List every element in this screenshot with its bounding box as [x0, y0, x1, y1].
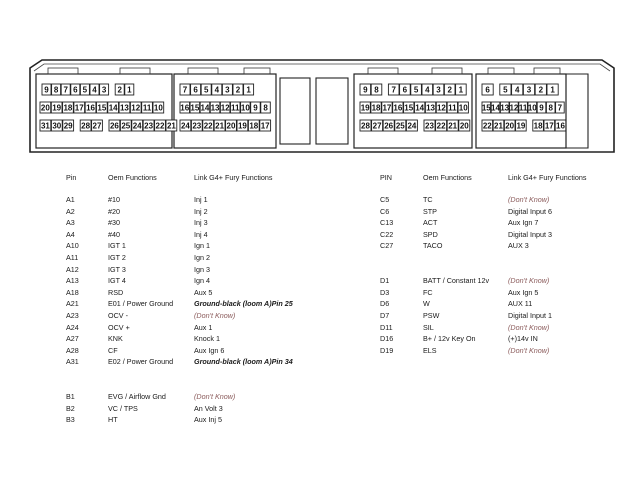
pin-number: 1 — [550, 85, 555, 95]
pin-number: 23 — [425, 121, 434, 131]
pin-number: 3 — [436, 85, 441, 95]
pin-number: 18 — [371, 103, 381, 113]
left-link-cell: Ign 2 — [194, 252, 210, 262]
left-oem-cell: E01 / Power Ground — [108, 299, 174, 309]
right-oem-cell: ACT — [423, 218, 438, 228]
right-link-cell: AUX 11 — [508, 299, 533, 309]
right-oem-cell: PSW — [423, 310, 440, 320]
pin-number: 29 — [63, 121, 73, 131]
right-oem-cell: B+ / 12v Key On — [423, 334, 476, 344]
left-link-cell: Inj 3 — [194, 218, 208, 228]
pin-number: 23 — [144, 121, 154, 131]
pin-number: 27 — [92, 121, 102, 131]
pin-number: 5 — [413, 85, 419, 95]
pin-number: 22 — [436, 121, 446, 131]
pin-number: 8 — [53, 85, 59, 95]
pin-number: 22 — [155, 121, 165, 131]
left-oem-cell: E02 / Power Ground — [108, 357, 174, 367]
right-pin-cell: D19 — [380, 345, 394, 355]
row-spacer — [423, 264, 489, 276]
pin-number: 3 — [101, 85, 107, 95]
right-oem-cell: TACO — [423, 241, 443, 251]
row-spacer — [66, 368, 79, 380]
left-pin-cell: A3 — [66, 218, 75, 228]
left-oem-cell: IGT 3 — [108, 264, 126, 274]
pin-number: 12 — [509, 103, 519, 113]
left-pin-cell: A18 — [66, 287, 79, 297]
pin-number: 2 — [235, 85, 241, 95]
left-pin-cell: B3 — [66, 415, 75, 425]
right-pin-cell: C22 — [380, 229, 394, 239]
right-link-cell: (Don't Know) — [508, 195, 550, 204]
pin-number: 15 — [481, 103, 491, 113]
left-pin-cell: A10 — [66, 241, 79, 251]
left-oem-cell: VC / TPS — [108, 403, 138, 413]
left-header-pin: Pin — [66, 173, 77, 182]
right-pin-cell: C13 — [380, 218, 394, 228]
row-spacer — [380, 252, 393, 264]
row-spacer — [108, 380, 173, 392]
right-pin-cell: D6 — [380, 299, 390, 309]
right-header-pin: PIN — [380, 173, 392, 182]
left-header-link: Link G4+ Fury Functions — [194, 173, 273, 182]
pin-number: 2 — [117, 85, 122, 95]
pin-number: 4 — [214, 85, 220, 95]
left-pin-cell: A24 — [66, 322, 79, 332]
pin-number: 28 — [81, 121, 91, 131]
pin-number: 26 — [109, 121, 119, 131]
pin-number: 2 — [447, 85, 452, 95]
row-spacer — [423, 252, 489, 264]
right-pin-cell: D1 — [380, 276, 390, 286]
left-oem-cell: #20 — [108, 206, 120, 216]
pin-number: 5 — [503, 85, 508, 95]
pin-number: 16 — [86, 103, 96, 113]
pin-number: 11 — [448, 103, 457, 113]
pin-number: 20 — [459, 121, 469, 131]
pin-number: 10 — [153, 103, 163, 113]
right-oem-column — [423, 194, 489, 356]
pin-number: 21 — [494, 121, 503, 131]
right-header-link: Link G4+ Fury Functions — [508, 173, 587, 182]
pin-number: 5 — [203, 85, 209, 95]
pin-number: 10 — [458, 103, 468, 113]
row-spacer — [508, 252, 552, 264]
pin-number: 17 — [74, 103, 84, 113]
left-pin-cell: A1 — [66, 195, 75, 204]
pin-number: 19 — [360, 103, 370, 113]
pin-number: 25 — [395, 121, 405, 131]
right-pin-cell: D7 — [380, 310, 390, 320]
pin-number: 7 — [63, 85, 68, 95]
pin-number: 13 — [500, 103, 510, 113]
left-pin-cell: A11 — [66, 252, 79, 262]
pin-number: 7 — [182, 85, 188, 95]
pin-number: 14 — [491, 103, 500, 113]
left-oem-cell: IGT 2 — [108, 252, 126, 262]
pin-number: 16 — [393, 103, 403, 113]
left-pin-cell: A21 — [66, 299, 79, 309]
right-link-column — [508, 194, 552, 356]
pin-number: 16 — [556, 121, 565, 131]
pin-number: 24 — [180, 121, 190, 131]
pin-number: 16 — [180, 103, 190, 113]
left-oem-cell: IGT 1 — [108, 241, 126, 251]
left-pin-cell: A27 — [66, 334, 79, 344]
left-pin-cell: A31 — [66, 357, 79, 367]
pin-number: 27 — [372, 121, 382, 131]
right-oem-cell: BATT / Constant 12v — [423, 276, 490, 286]
pin-number: 6 — [193, 85, 198, 95]
row-spacer — [508, 264, 552, 276]
right-link-cell: Digital Input 1 — [508, 310, 552, 320]
left-header-oem: Oem Functions — [108, 173, 157, 182]
pin-number: 4 — [92, 85, 97, 95]
pin-number: 24 — [407, 121, 417, 131]
pin-number: 9 — [44, 85, 49, 95]
right-pin-cell: C5 — [380, 195, 390, 204]
right-oem-cell: SIL — [423, 322, 434, 332]
left-oem-cell: #10 — [108, 195, 120, 204]
left-oem-cell: EVG / Airflow Gnd — [108, 392, 166, 402]
right-pin-cell: D3 — [380, 287, 390, 297]
left-oem-cell: OCV - — [108, 310, 128, 320]
left-link-cell: Aux 5 — [194, 287, 213, 297]
pin-number: 22 — [482, 121, 492, 131]
right-link-cell: AUX 3 — [508, 241, 529, 251]
left-link-cell: (Don't Know) — [194, 310, 236, 320]
pin-number: 14 — [415, 103, 425, 113]
pin-number: 11 — [231, 103, 240, 113]
right-pin-cell: D11 — [380, 322, 393, 332]
pin-number: 18 — [533, 121, 543, 131]
left-pin-cell: A28 — [66, 345, 79, 355]
left-link-cell: Aux 1 — [194, 322, 213, 332]
right-link-cell: (Don't Know) — [508, 345, 550, 355]
row-spacer — [380, 264, 393, 276]
row-spacer — [194, 368, 293, 380]
pin-number: 11 — [518, 103, 528, 113]
right-link-cell: (Don't Know) — [508, 276, 550, 286]
pin-number: 14 — [108, 103, 118, 113]
pin-number: 20 — [40, 103, 50, 113]
pin-number: 1 — [127, 85, 132, 95]
pin-number: 7 — [557, 103, 563, 113]
pin-number: 17 — [260, 121, 270, 131]
pin-number: 25 — [121, 121, 131, 131]
left-link-cell: Inj 1 — [194, 195, 208, 204]
pin-number: 15 — [190, 103, 200, 113]
left-oem-cell: OCV + — [108, 322, 130, 332]
pin-number: 13 — [119, 103, 129, 113]
left-pin-cell: A23 — [66, 310, 79, 320]
pin-number: 11 — [142, 103, 152, 113]
left-pin-cell: A12 — [66, 264, 79, 274]
left-link-cell: Aux Ign 6 — [194, 345, 225, 355]
row-spacer — [108, 368, 173, 380]
pin-number: 15 — [97, 103, 107, 113]
right-pin-cell: D16 — [380, 334, 394, 344]
pin-number: 13 — [210, 103, 220, 113]
right-oem-cell: TC — [423, 195, 433, 204]
pin-number: 10 — [240, 103, 250, 113]
pin-number: 10 — [527, 103, 537, 113]
pin-number: 12 — [131, 103, 141, 113]
pin-number: 21 — [448, 121, 458, 131]
right-link-cell: Aux Ign 5 — [508, 287, 539, 297]
pin-number: 18 — [63, 103, 73, 113]
right-pin-column — [380, 194, 393, 356]
pin-number: 22 — [203, 121, 213, 131]
left-link-cell: Knock 1 — [194, 334, 220, 344]
left-oem-cell: KNK — [108, 334, 123, 344]
left-link-cell: Aux Inj 5 — [194, 415, 222, 425]
pin-number: 2 — [538, 85, 544, 95]
pin-number: 3 — [526, 85, 532, 95]
pin-number: 9 — [253, 103, 258, 113]
left-link-cell: Inj 4 — [194, 229, 208, 239]
pin-number: 19 — [237, 121, 247, 131]
right-pin-cell: C6 — [380, 206, 390, 216]
pin-number: 6 — [73, 85, 78, 95]
left-oem-cell: CF — [108, 345, 118, 355]
pin-number: 7 — [391, 85, 396, 95]
left-link-cell: Inj 2 — [194, 206, 208, 216]
pin-number: 19 — [52, 103, 62, 113]
pin-number: 21 — [215, 121, 225, 131]
left-link-cell: An Volt 3 — [194, 403, 223, 413]
left-link-column — [194, 194, 293, 426]
pin-number: 12 — [436, 103, 446, 113]
row-spacer — [66, 380, 79, 392]
left-pin-cell: A4 — [66, 229, 75, 239]
pin-number: 21 — [166, 121, 176, 131]
left-link-cell: Ign 3 — [194, 264, 210, 274]
left-link-cell: (Don't Know) — [194, 392, 236, 402]
pin-number: 6 — [402, 85, 408, 95]
pin-number: 4 — [514, 85, 520, 95]
pin-number: 30 — [52, 121, 62, 131]
row-spacer — [194, 380, 293, 392]
left-link-cell: Ign 4 — [194, 276, 210, 286]
left-pin-cell: B1 — [66, 392, 75, 402]
pin-number: 20 — [226, 121, 236, 131]
left-oem-cell: IGT 4 — [108, 276, 126, 286]
right-header-oem: Oem Functions — [423, 173, 472, 182]
pin-number: 17 — [544, 121, 554, 131]
right-link-cell: Digital Input 3 — [508, 229, 552, 239]
pin-number: 14 — [200, 103, 210, 113]
right-link-cell: Aux Ign 7 — [508, 218, 539, 228]
pin-number: 18 — [249, 121, 259, 131]
pin-number: 15 — [404, 103, 414, 113]
pin-number: 24 — [132, 121, 142, 131]
pin-number: 8 — [548, 103, 553, 113]
pin-number: 1 — [246, 85, 251, 95]
right-link-cell: (Don't Know) — [508, 322, 550, 332]
pin-number: 3 — [225, 85, 230, 95]
right-link-cell: Digital Input 6 — [508, 206, 552, 216]
left-oem-column — [108, 194, 173, 426]
right-link-cell: (+)14v IN — [508, 334, 538, 344]
pin-number: 8 — [263, 103, 268, 113]
pin-number: 28 — [361, 121, 370, 131]
pin-number: 17 — [382, 103, 392, 113]
left-link-cell: Ground-black (loom A)Pin 34 — [194, 357, 293, 367]
pin-number: 12 — [220, 103, 230, 113]
pin-number: 31 — [40, 121, 50, 131]
right-oem-cell: W — [423, 299, 430, 309]
pin-number: 26 — [384, 121, 394, 131]
pin-number: 9 — [539, 103, 544, 113]
left-pin-cell: B2 — [66, 403, 75, 413]
left-pin-cell: A13 — [66, 276, 79, 286]
ecu-connector-diagram — [28, 40, 616, 162]
pin-number: 9 — [363, 85, 368, 95]
left-oem-cell: RSD — [108, 287, 124, 297]
left-oem-cell: HT — [108, 415, 118, 425]
right-oem-cell: FC — [423, 287, 433, 297]
right-oem-cell: ELS — [423, 345, 437, 355]
left-pin-cell: A2 — [66, 206, 75, 216]
right-pin-cell: C27 — [380, 241, 394, 251]
left-oem-cell: #40 — [108, 229, 120, 239]
pin-number: 4 — [425, 85, 430, 95]
pin-number: 1 — [458, 85, 464, 95]
pin-number: 19 — [516, 121, 526, 131]
right-oem-cell: STP — [423, 206, 437, 216]
pin-number: 5 — [82, 85, 88, 95]
pin-number: 6 — [485, 85, 490, 95]
pin-number: 8 — [374, 85, 379, 95]
right-oem-cell: SPD — [423, 229, 438, 239]
left-pin-column — [66, 194, 79, 426]
pin-number: 23 — [192, 121, 202, 131]
left-oem-cell: #30 — [108, 218, 120, 228]
pin-number: 20 — [505, 121, 515, 131]
left-link-cell: Ign 1 — [194, 241, 210, 251]
pin-number: 13 — [426, 103, 436, 113]
left-link-cell: Ground-black (loom A)Pin 25 — [194, 299, 293, 309]
